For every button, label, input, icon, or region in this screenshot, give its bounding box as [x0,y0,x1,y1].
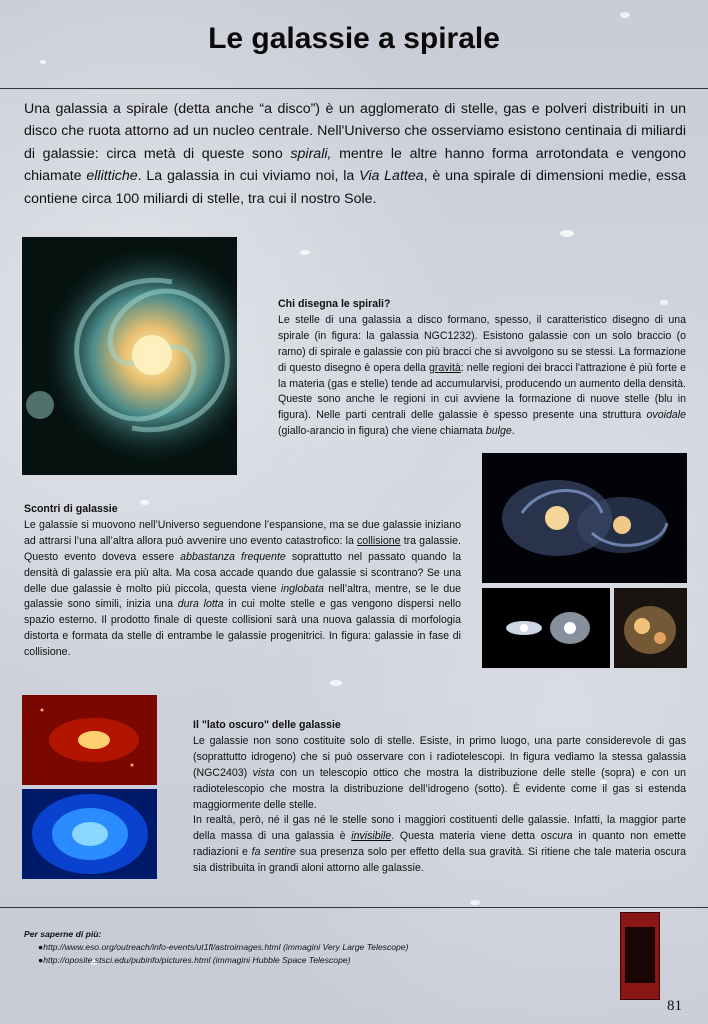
eso-link[interactable]: ●http://www.eso.org/outreach/info-events/ut1fl/astroimages.html (immagini Very Large Telescope) [38,942,409,952]
intro-paragraph: Una galassia a spirale (detta anche “a disco”) è un agglomerato di stelle, gas e polveri distribuiti in un disco che ruota attorno ad un nucleo centrale. Nell'Universo che osserviamo esistono centinaia di miliardi di galassie: circa metà di queste sono spirali, mentre le altre hanno forma arrotondata e vengono chiamate ellittiche. La galassia in cui viviamo noi, la Via Lattea, è una spirale di dimensioni medie, essa contiene circa 100 miliardi di stelle, tra cui il nostro Sole. [24,101,687,207]
section-heading: Il "lato oscuro" delle galassie [193,719,341,731]
spiral-galaxy-image [22,237,237,475]
further-reading-label: Per saperne di più: [24,929,102,939]
section-heading: Scontri di galassie [24,503,118,515]
galaxy-pair-image [482,588,610,668]
title-divider [0,88,708,89]
section-heading: Chi disegna le spirali? [278,298,391,310]
page-number: 81 [667,998,682,1014]
merging-galaxies-image [614,588,687,668]
further-reading [24,928,408,967]
section-dark-side [193,718,686,877]
colliding-galaxies-image [482,453,687,583]
section-text: Le stelle di una galassia a disco formano, spesso, il caratteristico disegno di una spirale (in figura: la galassia NGC1232). Esistono galassie con un solo braccio (o ramo) di spirale e galassie con più bracci che si avvolgono su se stessi. La formazione di questo disegno è opera della gravità: nelle regioni dei bracci l'attrazione è più forte e la materia (gas e stelle) tende ad accumularvisi, producendo un aumento della densità. Queste sono anche le regioni in cui avviene la formazione di nuove stelle (blu in figura). Nelle parti centrali delle galassie è spesso presente una struttura ovoidale (giallo-arancio in figura) che viene chiamata bulge. [278,313,686,438]
stsci-link[interactable]: ●http://oposite.stsci.edu/pubinfo/pictures.html (immagini Hubble Space Telescope) [38,955,351,965]
section-collisions [24,502,461,661]
section-text: Le galassie si muovono nell’Universo seguendone l’espansione, ma se due galassie iniziano ad attrarsi l’una all’altra allora può avvenire uno evento catastrofico: la collisione tra galassie. Questo evento doveva essere abbastanza frequente soprattutto nel passato quando la densità di galassie era più alta. Ma cosa accade quando due galassie si scontrano? Se una delle due galassie è molto più piccola, questa viene inglobata nell’altra, mentre, se le due galassie sono simili, inizia una dura lotta in cui molte stelle e gas vengono dispersi nello spazio esterno. Il prodotto finale di queste collisioni sarà una nuova galassia di morfologia distorta e formata da stelle di entrambe le galassie progenitrici. In figura: galassie in fase di collisione. [24,518,462,659]
section-spirals [278,297,686,440]
section-text: Le galassie non sono costituite solo di stelle. Esiste, in primo luogo, una parte considerevole di gas (soprattutto idrogeno) che si può osservare con i radiotelescopi. In figura vediamo la stessa galassia (NGC2403) vista con un telescopio ottico che mostra la distribuzione delle stelle (sopra) e con un radiotelescopio che mostra la distribuzione dell’idrogeno (sotto). È evidente come il gas si estenda maggiormente delle stelle. [193,734,686,811]
ngc2403-optical-image [22,695,157,785]
book-cover-thumbnail [620,912,660,1000]
page-title: Le galassie a spirale [208,22,500,55]
footer-divider [0,907,708,908]
ngc2403-radio-image [22,789,157,879]
section-text: In realtà, però, né il gas né le stelle sono i maggiori costituenti delle galassie. Infatti, la maggior parte della massa di una galassia è invisibile. Questa materia viene detta oscura in quanto non emette radiazioni e fa sentire sua presenza solo per effetto della sua gravità. Si ritiene che tale materia oscura sia distribuita in grandi aloni attorno alle galassie. [193,814,687,875]
